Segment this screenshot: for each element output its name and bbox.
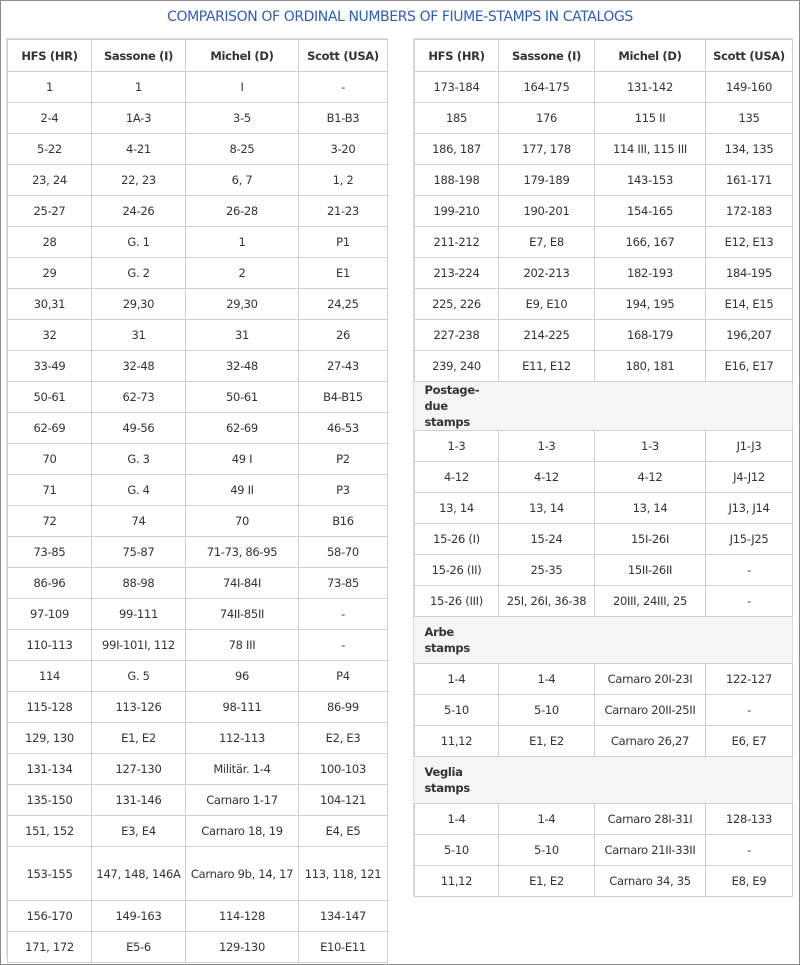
scott-cell: 3-20 <box>299 134 388 165</box>
scott-cell: E14, E15 <box>706 289 793 320</box>
section-spacer <box>499 757 793 804</box>
hfs-cell: 32 <box>8 320 92 351</box>
sassone-cell: E7, E8 <box>499 227 595 258</box>
scott-cell: 26 <box>299 320 388 351</box>
sassone-cell: G. 4 <box>92 475 186 506</box>
table-row <box>415 586 793 617</box>
hfs-cell: 188-198 <box>415 165 499 196</box>
sassone-cell: 49-56 <box>92 413 186 444</box>
scott-cell: E12, E13 <box>706 227 793 258</box>
sassone-cell: 75-87 <box>92 537 186 568</box>
section-heading-row <box>415 382 793 431</box>
hfs-cell: 151, 152 <box>8 816 92 847</box>
michel-cell: Carnaro 20I-23I <box>595 664 706 695</box>
scott-cell: 161-171 <box>706 165 793 196</box>
scott-cell: 24,25 <box>299 289 388 320</box>
michel-cell: 154-165 <box>595 196 706 227</box>
scott-cell: 149-160 <box>706 72 793 103</box>
hfs-cell: 1-4 <box>415 804 499 835</box>
sassone-cell: 1A-3 <box>92 103 186 134</box>
sassone-cell: 1-4 <box>499 664 595 695</box>
scott-cell: J15-J25 <box>706 524 793 555</box>
table-row <box>8 816 388 847</box>
hfs-cell: 225, 226 <box>415 289 499 320</box>
page-title: COMPARISON OF ORDINAL NUMBERS OF FIUME-STAMPS IN CATALOGS <box>167 9 633 25</box>
table-row <box>415 165 793 196</box>
michel-cell: 4-12 <box>595 462 706 493</box>
sassone-cell: 74 <box>92 506 186 537</box>
column-header-scott: Scott (USA) <box>706 40 793 72</box>
hfs-cell: 110-113 <box>8 630 92 661</box>
table-row <box>415 351 793 382</box>
section-title: Veglia stamps <box>424 765 470 795</box>
hfs-cell: 1-4 <box>415 664 499 695</box>
sassone-cell: 5-10 <box>499 835 595 866</box>
hfs-cell: 186, 187 <box>415 134 499 165</box>
michel-cell: 114 III, 115 III <box>595 134 706 165</box>
section-title: Arbe stamps <box>424 625 470 655</box>
sassone-cell: 25-35 <box>499 555 595 586</box>
sassone-cell: G. 3 <box>92 444 186 475</box>
hfs-cell: 25-27 <box>8 196 92 227</box>
michel-cell: 26-28 <box>186 196 299 227</box>
sassone-cell: G. 2 <box>92 258 186 289</box>
sassone-cell: 4-21 <box>92 134 186 165</box>
sassone-cell: G. 1 <box>92 227 186 258</box>
sassone-cell: 32-48 <box>92 351 186 382</box>
sassone-cell: 99-111 <box>92 599 186 630</box>
scott-cell: B4-B15 <box>299 382 388 413</box>
section-heading-row <box>415 617 793 664</box>
table-row <box>8 444 388 475</box>
table-row <box>8 103 388 134</box>
michel-cell: 74II-85II <box>186 599 299 630</box>
scott-cell: 46-53 <box>299 413 388 444</box>
sassone-cell: E5-6 <box>92 932 186 963</box>
michel-cell: 15II-26II <box>595 555 706 586</box>
table-row <box>8 351 388 382</box>
scott-cell: 100-103 <box>299 754 388 785</box>
michel-cell: 78 III <box>186 630 299 661</box>
hfs-cell: 15-26 (I) <box>415 524 499 555</box>
column-header-hfs: HFS (HR) <box>8 40 92 72</box>
hfs-cell: 213-224 <box>415 258 499 289</box>
hfs-cell: 4-12 <box>415 462 499 493</box>
scott-cell: E16, E17 <box>706 351 793 382</box>
hfs-cell: 114 <box>8 661 92 692</box>
table-row <box>415 289 793 320</box>
table-row <box>8 901 388 932</box>
michel-cell: 20III, 24III, 25 <box>595 586 706 617</box>
michel-cell: 194, 195 <box>595 289 706 320</box>
scott-cell: 73-85 <box>299 568 388 599</box>
hfs-cell: 173-184 <box>415 72 499 103</box>
scott-cell: P1 <box>299 227 388 258</box>
sassone-cell: 202-213 <box>499 258 595 289</box>
table-row <box>415 462 793 493</box>
sassone-cell: 113-126 <box>92 692 186 723</box>
sassone-cell: 176 <box>499 103 595 134</box>
michel-cell: 31 <box>186 320 299 351</box>
scott-cell: E2, E3 <box>299 723 388 754</box>
michel-cell: 1-3 <box>595 431 706 462</box>
scott-cell: 27-43 <box>299 351 388 382</box>
hfs-cell: 71 <box>8 475 92 506</box>
table-row <box>8 599 388 630</box>
scott-cell: P2 <box>299 444 388 475</box>
sassone-cell: 22, 23 <box>92 165 186 196</box>
sassone-cell: E1, E2 <box>499 866 595 897</box>
table-row <box>415 835 793 866</box>
sassone-cell: 147, 148, 146A <box>92 847 186 901</box>
michel-cell: Carnaro 9b, 14, 17 <box>186 847 299 901</box>
column-header-scott: Scott (USA) <box>299 40 388 72</box>
table-row <box>8 320 388 351</box>
section-title: Postage-due stamps <box>424 383 480 429</box>
column-header-sassone: Sassone (I) <box>92 40 186 72</box>
michel-cell: 143-153 <box>595 165 706 196</box>
michel-cell: 49 II <box>186 475 299 506</box>
michel-cell: 96 <box>186 661 299 692</box>
sassone-cell: G. 5 <box>92 661 186 692</box>
scott-cell: 21-23 <box>299 196 388 227</box>
michel-cell: Carnaro 28I-31I <box>595 804 706 835</box>
michel-cell: Carnaro 21II-33II <box>595 835 706 866</box>
sassone-cell: E3, E4 <box>92 816 186 847</box>
michel-cell: 114-128 <box>186 901 299 932</box>
hfs-cell: 70 <box>8 444 92 475</box>
hfs-cell: 29 <box>8 258 92 289</box>
michel-cell: 115 II <box>595 103 706 134</box>
sassone-cell: 190-201 <box>499 196 595 227</box>
hfs-cell: 15-26 (III) <box>415 586 499 617</box>
table-row <box>8 289 388 320</box>
table-row <box>8 785 388 816</box>
hfs-cell: 1-3 <box>415 431 499 462</box>
hfs-cell: 239, 240 <box>415 351 499 382</box>
table-row <box>8 568 388 599</box>
sassone-cell: 1-3 <box>499 431 595 462</box>
michel-cell: 168-179 <box>595 320 706 351</box>
michel-cell: 62-69 <box>186 413 299 444</box>
scott-cell: 122-127 <box>706 664 793 695</box>
table-row <box>8 537 388 568</box>
sassone-cell: E1, E2 <box>499 726 595 757</box>
scott-cell: - <box>299 599 388 630</box>
scott-cell: 134-147 <box>299 901 388 932</box>
michel-cell: 29,30 <box>186 289 299 320</box>
hfs-cell: 156-170 <box>8 901 92 932</box>
michel-cell: 70 <box>186 506 299 537</box>
table-row <box>8 72 388 103</box>
column-header-hfs: HFS (HR) <box>415 40 499 72</box>
hfs-cell: 11,12 <box>415 866 499 897</box>
table-row <box>8 413 388 444</box>
table-row <box>8 227 388 258</box>
scott-cell: - <box>299 630 388 661</box>
table-row <box>415 258 793 289</box>
hfs-cell: 171, 172 <box>8 932 92 963</box>
left-comparison-table <box>7 39 388 963</box>
sassone-cell: 5-10 <box>499 695 595 726</box>
scott-cell: B1-B3 <box>299 103 388 134</box>
sassone-cell: 88-98 <box>92 568 186 599</box>
sassone-cell: 214-225 <box>499 320 595 351</box>
scott-cell: J1-J3 <box>706 431 793 462</box>
sassone-cell: 149-163 <box>92 901 186 932</box>
michel-cell: 50-61 <box>186 382 299 413</box>
table-row <box>8 506 388 537</box>
table-row <box>415 524 793 555</box>
scott-cell: E6, E7 <box>706 726 793 757</box>
hfs-cell: 15-26 (II) <box>415 555 499 586</box>
scott-cell: E1 <box>299 258 388 289</box>
sassone-cell: 127-130 <box>92 754 186 785</box>
column-header-sassone: Sassone (I) <box>499 40 595 72</box>
scott-cell: 196,207 <box>706 320 793 351</box>
hfs-cell: 5-22 <box>8 134 92 165</box>
scott-cell: 128-133 <box>706 804 793 835</box>
scott-cell: J13, J14 <box>706 493 793 524</box>
table-row <box>8 932 388 963</box>
header-row <box>8 40 388 72</box>
table-row <box>415 103 793 134</box>
table-row <box>8 382 388 413</box>
table-row <box>8 258 388 289</box>
hfs-cell: 135-150 <box>8 785 92 816</box>
sassone-cell: 13, 14 <box>499 493 595 524</box>
hfs-cell: 227-238 <box>415 320 499 351</box>
sassone-cell: E1, E2 <box>92 723 186 754</box>
michel-cell: 1 <box>186 227 299 258</box>
michel-cell: I <box>186 72 299 103</box>
michel-cell: 98-111 <box>186 692 299 723</box>
section-spacer <box>499 617 793 664</box>
scott-cell: P4 <box>299 661 388 692</box>
michel-cell: 180, 181 <box>595 351 706 382</box>
hfs-cell: 5-10 <box>415 695 499 726</box>
column-header-michel: Michel (D) <box>595 40 706 72</box>
sassone-cell: E9, E10 <box>499 289 595 320</box>
hfs-cell: 73-85 <box>8 537 92 568</box>
hfs-cell: 185 <box>415 103 499 134</box>
sassone-cell: 62-73 <box>92 382 186 413</box>
scott-cell: E4, E5 <box>299 816 388 847</box>
sassone-cell: 131-146 <box>92 785 186 816</box>
table-row <box>415 804 793 835</box>
sassone-cell: 1 <box>92 72 186 103</box>
scott-cell: 134, 135 <box>706 134 793 165</box>
hfs-cell: 23, 24 <box>8 165 92 196</box>
sassone-cell: 25I, 26I, 36-38 <box>499 586 595 617</box>
scott-cell: - <box>706 695 793 726</box>
scott-cell: - <box>706 555 793 586</box>
hfs-cell: 11,12 <box>415 726 499 757</box>
table-row <box>415 664 793 695</box>
table-row <box>415 134 793 165</box>
michel-cell: 13, 14 <box>595 493 706 524</box>
michel-cell: Carnaro 1-17 <box>186 785 299 816</box>
table-row <box>415 866 793 897</box>
sassone-cell: 29,30 <box>92 289 186 320</box>
column-header-michel: Michel (D) <box>186 40 299 72</box>
table-row <box>8 847 388 901</box>
sassone-cell: 31 <box>92 320 186 351</box>
sassone-cell: 164-175 <box>499 72 595 103</box>
table-row <box>8 165 388 196</box>
hfs-cell: 50-61 <box>8 382 92 413</box>
table-row <box>415 695 793 726</box>
scott-cell: - <box>299 72 388 103</box>
hfs-cell: 33-49 <box>8 351 92 382</box>
sassone-cell: 1-4 <box>499 804 595 835</box>
hfs-cell: 13, 14 <box>415 493 499 524</box>
header-row <box>415 40 793 72</box>
michel-cell: 131-142 <box>595 72 706 103</box>
table-row <box>415 320 793 351</box>
sassone-cell: E11, E12 <box>499 351 595 382</box>
michel-cell: 49 I <box>186 444 299 475</box>
scott-cell: E10-E11 <box>299 932 388 963</box>
michel-cell: 182-193 <box>595 258 706 289</box>
hfs-cell: 72 <box>8 506 92 537</box>
table-row <box>415 493 793 524</box>
table-row <box>8 475 388 506</box>
scott-cell: - <box>706 586 793 617</box>
sassone-cell: 99I-101I, 112 <box>92 630 186 661</box>
right-comparison-table-panel <box>413 38 793 896</box>
table-row <box>415 196 793 227</box>
hfs-cell: 129, 130 <box>8 723 92 754</box>
hfs-cell: 5-10 <box>415 835 499 866</box>
left-comparison-table-panel <box>6 38 388 957</box>
hfs-cell: 199-210 <box>415 196 499 227</box>
sassone-cell: 179-189 <box>499 165 595 196</box>
table-row <box>8 630 388 661</box>
scott-cell: J4-J12 <box>706 462 793 493</box>
sassone-cell: 24-26 <box>92 196 186 227</box>
section-heading-row <box>415 757 793 804</box>
scott-cell: 113, 118, 121 <box>299 847 388 901</box>
hfs-cell: 97-109 <box>8 599 92 630</box>
michel-cell: 112-113 <box>186 723 299 754</box>
hfs-cell: 28 <box>8 227 92 258</box>
scott-cell: 58-70 <box>299 537 388 568</box>
hfs-cell: 2-4 <box>8 103 92 134</box>
michel-cell: Carnaro 34, 35 <box>595 866 706 897</box>
hfs-cell: 115-128 <box>8 692 92 723</box>
michel-cell: 166, 167 <box>595 227 706 258</box>
table-row <box>415 431 793 462</box>
scott-cell: 172-183 <box>706 196 793 227</box>
scott-cell: - <box>706 835 793 866</box>
right-comparison-table <box>414 39 793 897</box>
michel-cell: 15I-26I <box>595 524 706 555</box>
table-row <box>8 754 388 785</box>
hfs-cell: 211-212 <box>415 227 499 258</box>
sassone-cell: 15-24 <box>499 524 595 555</box>
sassone-cell: 4-12 <box>499 462 595 493</box>
scott-cell: P3 <box>299 475 388 506</box>
michel-cell: 8-25 <box>186 134 299 165</box>
michel-cell: 71-73, 86-95 <box>186 537 299 568</box>
hfs-cell: 131-134 <box>8 754 92 785</box>
table-row <box>8 723 388 754</box>
table-row <box>415 726 793 757</box>
table-row <box>415 555 793 586</box>
michel-cell: Carnaro 26,27 <box>595 726 706 757</box>
michel-cell: 6, 7 <box>186 165 299 196</box>
scott-cell: 135 <box>706 103 793 134</box>
hfs-cell: 1 <box>8 72 92 103</box>
table-row <box>8 692 388 723</box>
table-row <box>415 227 793 258</box>
scott-cell: 104-121 <box>299 785 388 816</box>
scott-cell: B16 <box>299 506 388 537</box>
michel-cell: 2 <box>186 258 299 289</box>
sassone-cell: 177, 178 <box>499 134 595 165</box>
scott-cell: 86-99 <box>299 692 388 723</box>
scott-cell: E8, E9 <box>706 866 793 897</box>
section-spacer <box>499 382 793 431</box>
table-row <box>8 134 388 165</box>
hfs-cell: 30,31 <box>8 289 92 320</box>
michel-cell: Militär. 1-4 <box>186 754 299 785</box>
michel-cell: 74I-84I <box>186 568 299 599</box>
hfs-cell: 86-96 <box>8 568 92 599</box>
michel-cell: 3-5 <box>186 103 299 134</box>
michel-cell: 129-130 <box>186 932 299 963</box>
hfs-cell: 62-69 <box>8 413 92 444</box>
michel-cell: Carnaro 20II-25II <box>595 695 706 726</box>
scott-cell: 184-195 <box>706 258 793 289</box>
michel-cell: Carnaro 18, 19 <box>186 816 299 847</box>
hfs-cell: 153-155 <box>8 847 92 901</box>
table-row <box>8 196 388 227</box>
scott-cell: 1, 2 <box>299 165 388 196</box>
michel-cell: 32-48 <box>186 351 299 382</box>
table-row <box>8 661 388 692</box>
table-row <box>415 72 793 103</box>
